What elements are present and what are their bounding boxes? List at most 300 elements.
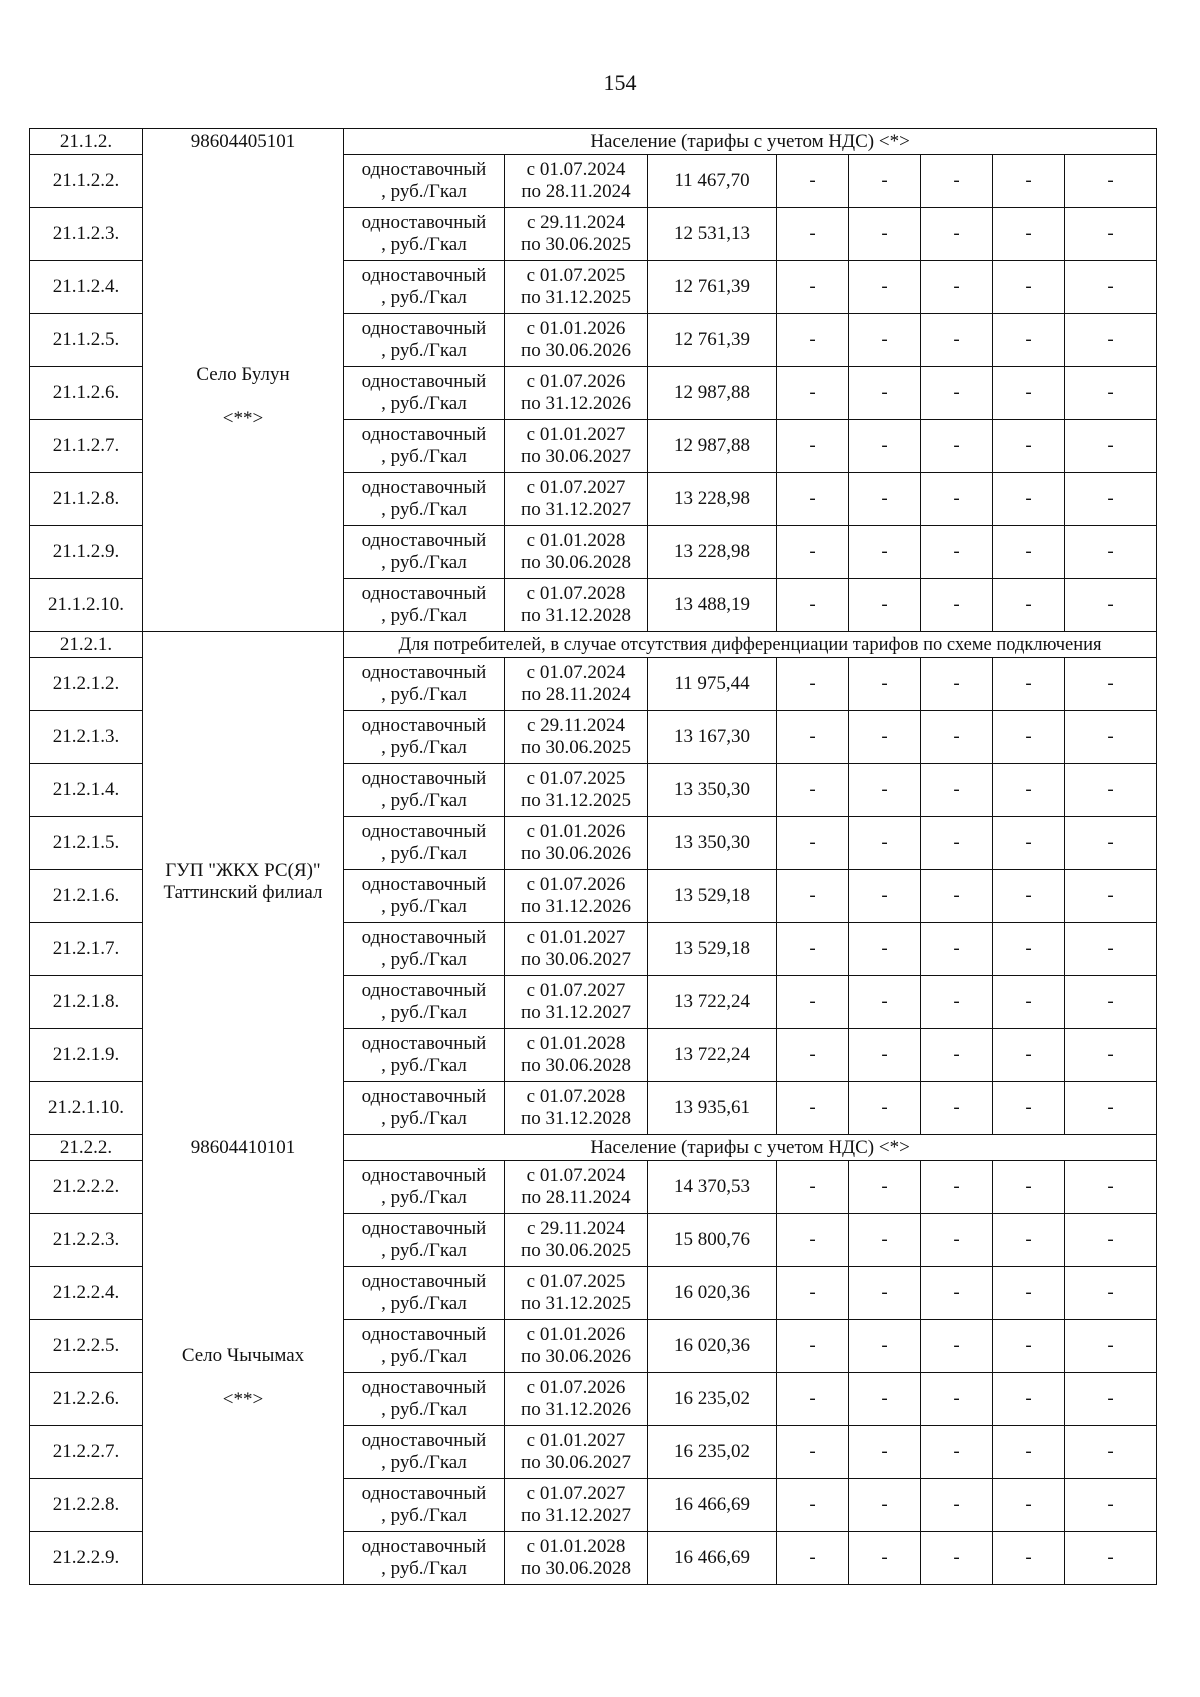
group-header: Население (тарифы с учетом НДС) <*> (344, 1135, 1157, 1161)
empty-value: - (921, 261, 993, 314)
period-from: с 29.11.2024 (527, 715, 625, 736)
period-from: с 01.07.2027 (526, 477, 626, 498)
period-to: по 30.06.2028 (521, 1055, 631, 1076)
period-to: по 30.06.2028 (521, 552, 631, 573)
tariff-value: 12 987,88 (648, 420, 777, 473)
tariff-type-line1: одноставочный (361, 874, 487, 895)
empty-value: - (921, 764, 993, 817)
period-from: с 01.01.2027 (526, 424, 626, 445)
period (505, 314, 648, 367)
empty-value: - (1065, 1267, 1157, 1320)
empty-value: - (921, 923, 993, 976)
period (505, 1373, 648, 1426)
empty-value: - (993, 1029, 1065, 1082)
period-from: с 01.07.2025 (526, 1271, 626, 1292)
empty-value: - (849, 1082, 921, 1135)
empty-value: - (921, 1479, 993, 1532)
period-to: по 30.06.2026 (521, 1346, 631, 1367)
empty-value: - (849, 1479, 921, 1532)
empty-value: - (849, 420, 921, 473)
empty-value: - (1065, 473, 1157, 526)
period-from: с 01.01.2027 (526, 927, 626, 948)
empty-value: - (777, 764, 849, 817)
period (505, 261, 648, 314)
empty-value: - (993, 155, 1065, 208)
page-number: 154 (603, 70, 637, 95)
tariff-type-line1: одноставочный (361, 1271, 487, 1292)
tariff-type-line1: одноставочный (361, 1033, 487, 1054)
empty-value: - (993, 1532, 1065, 1585)
empty-value: - (777, 261, 849, 314)
row-id: 21.2.2.6. (30, 1373, 143, 1426)
tariff-value: 13 722,24 (648, 976, 777, 1029)
tariff-type-line1: одноставочный (361, 318, 487, 339)
empty-value: - (777, 367, 849, 420)
table-row-header (30, 129, 1157, 155)
period-from: с 29.11.2024 (527, 1218, 625, 1239)
row-id: 21.1.2.5. (30, 314, 143, 367)
tariff-type-line1: одноставочный (361, 583, 487, 604)
tariff-type-line1: одноставочный (361, 1536, 487, 1557)
empty-value: - (921, 314, 993, 367)
empty-value: - (777, 1373, 849, 1426)
tariff-type (344, 261, 505, 314)
tariff-type (344, 1214, 505, 1267)
empty-value: - (1065, 764, 1157, 817)
row-id: 21.1.2.10. (30, 579, 143, 632)
empty-value: - (1065, 314, 1157, 367)
empty-value: - (1065, 1214, 1157, 1267)
tariff-type-line1: одноставочный (361, 1086, 487, 1107)
empty-value: - (993, 208, 1065, 261)
tariff-type-line2: , руб./Гкал (381, 552, 467, 573)
tariff-value: 13 722,24 (648, 1029, 777, 1082)
empty-value: - (849, 1320, 921, 1373)
tariff-type (344, 1479, 505, 1532)
empty-value: - (1065, 261, 1157, 314)
tariff-type-line2: , руб./Гкал (381, 1187, 467, 1208)
period (505, 711, 648, 764)
empty-value: - (1065, 367, 1157, 420)
tariff-type (344, 1161, 505, 1214)
row-id: 21.2.2. (30, 1135, 143, 1161)
empty-value: - (1065, 870, 1157, 923)
settlement-name: Село Чычымах <**> (143, 1161, 344, 1585)
empty-value: - (921, 817, 993, 870)
empty-value: - (849, 976, 921, 1029)
empty-value: - (993, 1426, 1065, 1479)
period-to: по 30.06.2027 (521, 1452, 631, 1473)
tariff-value: 15 800,76 (648, 1214, 777, 1267)
period-from: с 01.01.2026 (526, 1324, 626, 1345)
period-to: по 30.06.2026 (521, 340, 631, 361)
empty-value: - (849, 1214, 921, 1267)
empty-value: - (1065, 1320, 1157, 1373)
organization-name: ГУП "ЖКХ РС(Я)" Таттинский филиал (143, 632, 344, 1135)
empty-value: - (1065, 817, 1157, 870)
tariff-value: 13 529,18 (648, 870, 777, 923)
period-from: с 01.07.2026 (526, 1377, 626, 1398)
period-from: с 01.07.2028 (526, 1086, 626, 1107)
group-header: Население (тарифы с учетом НДС) <*> (344, 129, 1157, 155)
empty-value: - (849, 526, 921, 579)
empty-value: - (849, 1029, 921, 1082)
tariff-value: 16 020,36 (648, 1267, 777, 1320)
tariff-type-line1: одноставочный (361, 212, 487, 233)
empty-value: - (777, 1532, 849, 1585)
empty-value: - (849, 1267, 921, 1320)
period (505, 1479, 648, 1532)
period-to: по 28.11.2024 (521, 684, 631, 705)
empty-value: - (1065, 711, 1157, 764)
empty-value: - (921, 870, 993, 923)
tariff-type-line2: , руб./Гкал (381, 1240, 467, 1261)
empty-value: - (777, 526, 849, 579)
oktmo-code: 98604410101 (143, 1135, 344, 1161)
row-id: 21.1.2.8. (30, 473, 143, 526)
period (505, 923, 648, 976)
tariff-type (344, 1426, 505, 1479)
tariff-type-line2: , руб./Гкал (381, 684, 467, 705)
period-to: по 31.12.2025 (521, 287, 631, 308)
empty-value: - (921, 367, 993, 420)
period-to: по 31.12.2027 (521, 1002, 631, 1023)
tariff-type-line2: , руб./Гкал (381, 1002, 467, 1023)
empty-value: - (993, 817, 1065, 870)
period-to: по 31.12.2026 (521, 896, 631, 917)
tariff-value: 13 529,18 (648, 923, 777, 976)
empty-value: - (1065, 579, 1157, 632)
empty-value: - (921, 1029, 993, 1082)
empty-value: - (921, 1532, 993, 1585)
period (505, 1214, 648, 1267)
empty-value: - (777, 314, 849, 367)
tariff-type (344, 764, 505, 817)
empty-value: - (777, 420, 849, 473)
row-id: 21.2.1.7. (30, 923, 143, 976)
empty-value: - (1065, 420, 1157, 473)
empty-value: - (993, 764, 1065, 817)
period (505, 1082, 648, 1135)
tariff-value: 12 531,13 (648, 208, 777, 261)
tariff-type (344, 870, 505, 923)
table-row (30, 1161, 1157, 1214)
empty-value: - (993, 976, 1065, 1029)
empty-value: - (777, 817, 849, 870)
row-id: 21.2.1.5. (30, 817, 143, 870)
empty-value: - (849, 870, 921, 923)
row-id: 21.1.2.9. (30, 526, 143, 579)
period-to: по 31.12.2025 (521, 1293, 631, 1314)
tariff-type-line1: одноставочный (361, 715, 487, 736)
empty-value: - (1065, 1426, 1157, 1479)
tariff-type-line2: , руб./Гкал (381, 843, 467, 864)
row-id: 21.2.2.2. (30, 1161, 143, 1214)
period-to: по 30.06.2025 (521, 1240, 631, 1261)
empty-value: - (993, 367, 1065, 420)
tariff-type (344, 579, 505, 632)
empty-value: - (1065, 1082, 1157, 1135)
empty-value: - (777, 658, 849, 711)
tariff-type (344, 473, 505, 526)
period-to: по 28.11.2024 (521, 1187, 631, 1208)
period-from: с 01.07.2024 (526, 1165, 626, 1186)
settlement-name: Село Булун <**> (143, 155, 344, 632)
empty-value: - (777, 1479, 849, 1532)
tariff-type (344, 1029, 505, 1082)
empty-value: - (1065, 1161, 1157, 1214)
empty-value: - (921, 579, 993, 632)
period-to: по 31.12.2025 (521, 790, 631, 811)
row-id: 21.2.1. (30, 632, 143, 658)
tariff-value: 16 020,36 (648, 1320, 777, 1373)
row-id: 21.1.2.4. (30, 261, 143, 314)
tariff-value: 13 935,61 (648, 1082, 777, 1135)
period (505, 1267, 648, 1320)
empty-value: - (1065, 526, 1157, 579)
row-id: 21.1.2.7. (30, 420, 143, 473)
tariff-value: 12 987,88 (648, 367, 777, 420)
period-from: с 01.01.2026 (526, 318, 626, 339)
period (505, 764, 648, 817)
period (505, 420, 648, 473)
tariff-type-line2: , руб./Гкал (381, 1399, 467, 1420)
tariff-type-line1: одноставочный (361, 530, 487, 551)
empty-value: - (993, 1214, 1065, 1267)
empty-value: - (777, 1267, 849, 1320)
period (505, 1320, 648, 1373)
tariff-type-line2: , руб./Гкал (381, 737, 467, 758)
empty-value: - (1065, 658, 1157, 711)
tariff-type (344, 658, 505, 711)
period (505, 658, 648, 711)
empty-value: - (777, 1161, 849, 1214)
row-id: 21.1.2.2. (30, 155, 143, 208)
empty-value: - (993, 1320, 1065, 1373)
period (505, 473, 648, 526)
empty-value: - (849, 155, 921, 208)
tariff-value: 16 235,02 (648, 1373, 777, 1426)
row-id: 21.2.2.7. (30, 1426, 143, 1479)
period-from: с 01.01.2027 (526, 1430, 626, 1451)
tariff-type (344, 976, 505, 1029)
tariff-value: 16 466,69 (648, 1532, 777, 1585)
empty-value: - (777, 473, 849, 526)
empty-value: - (993, 711, 1065, 764)
tariff-value: 14 370,53 (648, 1161, 777, 1214)
row-id: 21.2.2.5. (30, 1320, 143, 1373)
empty-value: - (849, 473, 921, 526)
row-id: 21.2.1.2. (30, 658, 143, 711)
empty-value: - (849, 764, 921, 817)
tariff-type (344, 711, 505, 764)
tariff-type (344, 420, 505, 473)
tariff-type-line2: , руб./Гкал (381, 234, 467, 255)
empty-value: - (921, 155, 993, 208)
period-to: по 30.06.2026 (521, 843, 631, 864)
tariff-type-line1: одноставочный (361, 1377, 487, 1398)
period-from: с 01.01.2026 (526, 821, 626, 842)
tariff-type-line2: , руб./Гкал (381, 287, 467, 308)
period-from: с 29.11.2024 (527, 212, 625, 233)
row-id: 21.2.2.9. (30, 1532, 143, 1585)
tariff-value: 16 466,69 (648, 1479, 777, 1532)
empty-value: - (849, 817, 921, 870)
table-row-header (30, 1135, 1157, 1161)
tariff-type-line2: , руб./Гкал (381, 1452, 467, 1473)
empty-value: - (777, 1214, 849, 1267)
empty-value: - (849, 261, 921, 314)
empty-value: - (993, 1161, 1065, 1214)
period-to: по 31.12.2026 (521, 393, 631, 414)
tariff-type-line2: , руб./Гкал (381, 446, 467, 467)
tariff-type (344, 155, 505, 208)
period (505, 870, 648, 923)
tariff-value: 13 488,19 (648, 579, 777, 632)
row-id: 21.2.2.4. (30, 1267, 143, 1320)
empty-value: - (1065, 155, 1157, 208)
tariff-type-line2: , руб./Гкал (381, 896, 467, 917)
empty-value: - (777, 923, 849, 976)
period-from: с 01.07.2026 (526, 371, 626, 392)
period-to: по 31.12.2028 (521, 1108, 631, 1129)
row-id: 21.2.1.8. (30, 976, 143, 1029)
empty-value: - (921, 526, 993, 579)
tariff-type (344, 923, 505, 976)
empty-value: - (777, 1082, 849, 1135)
empty-value: - (921, 1214, 993, 1267)
row-id: 21.2.1.3. (30, 711, 143, 764)
empty-value: - (993, 1267, 1065, 1320)
tariff-value: 13 228,98 (648, 526, 777, 579)
period-to: по 28.11.2024 (521, 181, 631, 202)
period (505, 579, 648, 632)
tariff-value: 13 228,98 (648, 473, 777, 526)
tariff-type-line1: одноставочный (361, 980, 487, 1001)
tariff-value: 12 761,39 (648, 261, 777, 314)
tariff-type (344, 526, 505, 579)
row-id: 21.2.2.3. (30, 1214, 143, 1267)
tariff-type-line1: одноставочный (361, 1324, 487, 1345)
period-from: с 01.07.2027 (526, 1483, 626, 1504)
row-id: 21.1.2.3. (30, 208, 143, 261)
empty-value: - (777, 976, 849, 1029)
period-to: по 30.06.2025 (521, 737, 631, 758)
tariff-type-line1: одноставочный (361, 424, 487, 445)
empty-value: - (921, 711, 993, 764)
empty-value: - (993, 526, 1065, 579)
period-from: с 01.07.2026 (526, 874, 626, 895)
empty-value: - (1065, 1373, 1157, 1426)
empty-value: - (849, 711, 921, 764)
empty-value: - (921, 1373, 993, 1426)
empty-value: - (993, 420, 1065, 473)
tariff-type-line2: , руб./Гкал (381, 1055, 467, 1076)
tariff-type-line2: , руб./Гкал (381, 393, 467, 414)
period-to: по 31.12.2026 (521, 1399, 631, 1420)
tariff-value: 12 761,39 (648, 314, 777, 367)
period (505, 1029, 648, 1082)
empty-value: - (993, 1082, 1065, 1135)
empty-value: - (1065, 923, 1157, 976)
empty-value: - (849, 1373, 921, 1426)
empty-value: - (921, 1320, 993, 1373)
period-from: с 01.07.2027 (526, 980, 626, 1001)
empty-value: - (921, 658, 993, 711)
empty-value: - (777, 1320, 849, 1373)
row-id: 21.2.1.9. (30, 1029, 143, 1082)
tariff-type-line2: , руб./Гкал (381, 499, 467, 520)
tariff-type (344, 817, 505, 870)
period (505, 1161, 648, 1214)
period-to: по 31.12.2027 (521, 499, 631, 520)
empty-value: - (849, 367, 921, 420)
tariff-type-line2: , руб./Гкал (381, 1293, 467, 1314)
tariff-type (344, 1082, 505, 1135)
tariff-type-line2: , руб./Гкал (381, 1558, 467, 1579)
empty-value: - (777, 1029, 849, 1082)
period-to: по 30.06.2027 (521, 446, 631, 467)
empty-value: - (993, 473, 1065, 526)
period-to: по 31.12.2028 (521, 605, 631, 626)
empty-value: - (849, 1532, 921, 1585)
tariff-value: 13 167,30 (648, 711, 777, 764)
period-to: по 30.06.2025 (521, 234, 631, 255)
period-to: по 30.06.2027 (521, 949, 631, 970)
period (505, 976, 648, 1029)
tariff-type-line2: , руб./Гкал (381, 949, 467, 970)
table-row (30, 155, 1157, 208)
period-from: с 01.07.2024 (526, 159, 626, 180)
tariff-type (344, 1373, 505, 1426)
tariff-type-line1: одноставочный (361, 768, 487, 789)
empty-value: - (849, 579, 921, 632)
tariff-type (344, 1267, 505, 1320)
tariff-value: 16 235,02 (648, 1426, 777, 1479)
empty-value: - (921, 1426, 993, 1479)
empty-value: - (849, 1426, 921, 1479)
empty-value: - (993, 314, 1065, 367)
empty-value: - (993, 870, 1065, 923)
period (505, 1532, 648, 1585)
period (505, 208, 648, 261)
row-id: 21.2.1.4. (30, 764, 143, 817)
empty-value: - (777, 870, 849, 923)
empty-value: - (921, 1267, 993, 1320)
period-from: с 01.07.2024 (526, 662, 626, 683)
tariff-type (344, 208, 505, 261)
empty-value: - (849, 658, 921, 711)
tariff-type-line1: одноставочный (361, 265, 487, 286)
empty-value: - (849, 314, 921, 367)
period (505, 155, 648, 208)
empty-value: - (1065, 1479, 1157, 1532)
period-from: с 01.07.2025 (526, 265, 626, 286)
tariff-type (344, 314, 505, 367)
empty-value: - (777, 1426, 849, 1479)
empty-value: - (921, 976, 993, 1029)
empty-value: - (1065, 1029, 1157, 1082)
tariff-type-line2: , руб./Гкал (381, 1108, 467, 1129)
tariff-value: 13 350,30 (648, 817, 777, 870)
empty-value: - (1065, 976, 1157, 1029)
row-id: 21.2.1.6. (30, 870, 143, 923)
row-id: 21.2.2.8. (30, 1479, 143, 1532)
tariff-type (344, 367, 505, 420)
empty-value: - (993, 579, 1065, 632)
tariff-value: 13 350,30 (648, 764, 777, 817)
row-id: 21.2.1.10. (30, 1082, 143, 1135)
